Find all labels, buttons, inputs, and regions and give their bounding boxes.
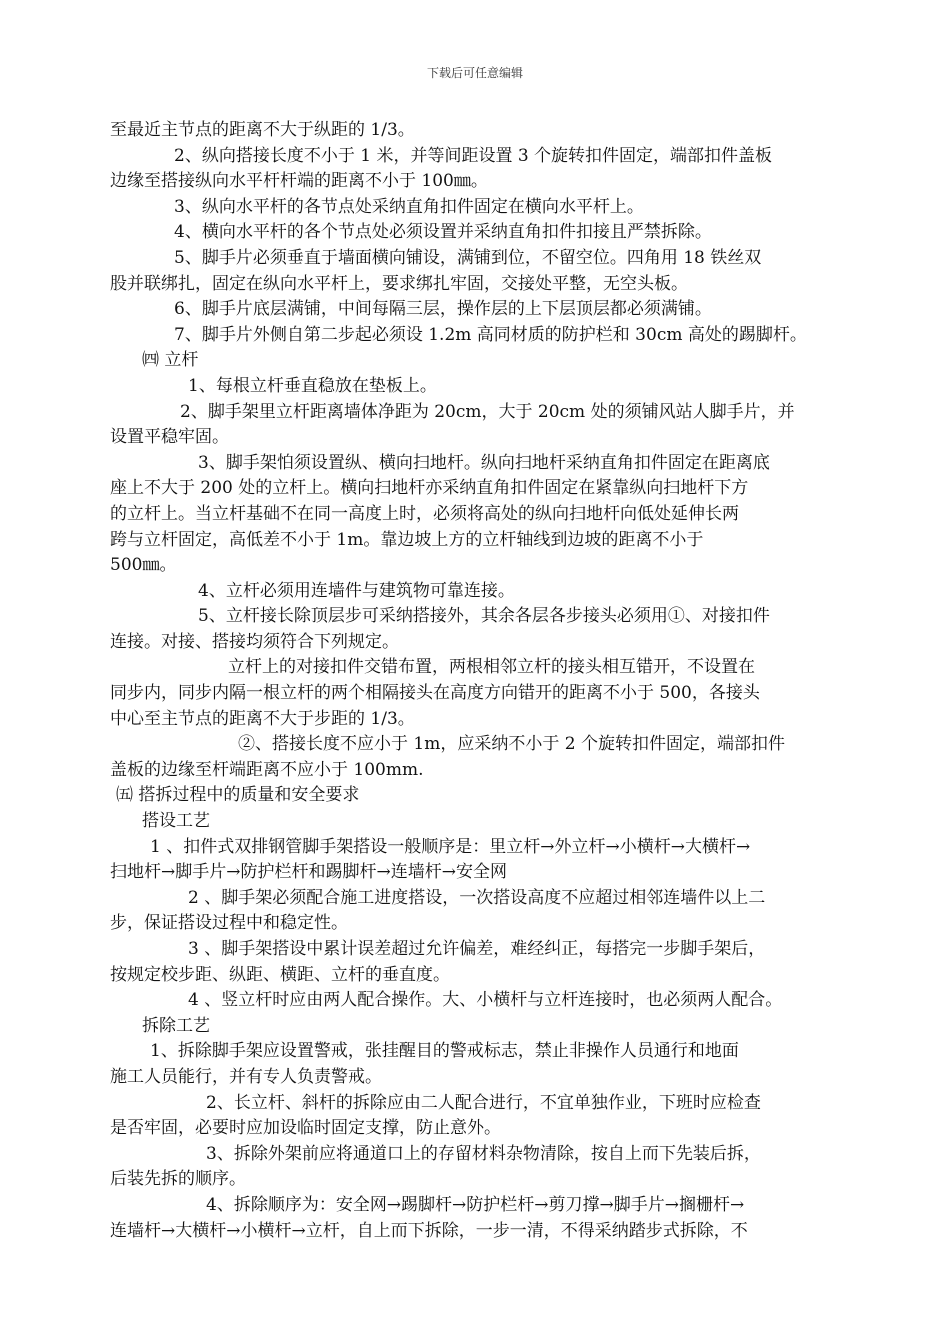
text-line: 边缘至搭接纵向水平杆杆端的距离不小于 100㎜。	[110, 171, 488, 192]
text-line: 设置平稳牢固。	[110, 427, 229, 448]
text-line: 是否牢固，必要时应加设临时固定支撑，防止意外。	[110, 1118, 501, 1139]
text-line: 1、每根立杆垂直稳放在垫板上。	[188, 375, 437, 396]
text-line: 立杆上的对接扣件交错布置，两根相邻立杆的接头相互错开，不设置在	[228, 657, 755, 678]
text-line: 4、横向水平杆的各个节点处必须设置并采纳直角扣件扣接且严禁拆除。	[174, 222, 712, 243]
text-line: 扫地杆→脚手片→防护栏杆和踢脚杆→连墙杆→安全网	[110, 862, 507, 883]
text-line: 的立杆上。当立杆基础不在同一高度上时，必须将高处的纵向扫地杆向低处延伸长两	[110, 503, 739, 524]
text-line: 3、纵向水平杆的各节点处采纳直角扣件固定在横向水平杆上。	[174, 196, 644, 217]
text-line: 座上不大于 200 处的立杆上。横向扫地杆亦采纳直角扣件固定在紧靠纵向扫地杆下方	[110, 478, 749, 499]
text-line: 5、脚手片必须垂直于墙面横向铺设，满铺到位，不留空位。四角用 18 铁丝双	[174, 247, 762, 268]
subsection-heading: 搭设工艺	[142, 811, 210, 832]
text-line: 至最近主节点的距离不大于纵距的 1/3。	[110, 120, 415, 140]
text-line: 2、纵向搭接长度不小于 1 米，并等间距设置 3 个旋转扣件固定，端部扣件盖板	[174, 145, 773, 166]
text-line: 4 、竖立杆时应由两人配合操作。大、小横杆与立杆连接时，也必须两人配合。	[188, 990, 783, 1011]
text-line: 5、立杆接长除顶层步可采纳搭接外，其余各层各步接头必须用①、对接扣件	[198, 606, 770, 627]
text-line: 1、拆除脚手架应设置警戒，张挂醒目的警戒标志，禁止非操作人员通行和地面	[150, 1041, 739, 1062]
text-line: 跨与立杆固定，高低差不小于 1m。靠边坡上方的立杆轴线到边坡的距离不小于	[110, 529, 704, 550]
text-line: 2 、脚手架必须配合施工进度搭设，一次搭设高度不应超过相邻连墙件以上二	[188, 887, 766, 908]
text-line: 同步内，同步内隔一根立杆的两个相隔接头在高度方向错开的距离不小于 500，各接头	[110, 683, 760, 704]
section-heading: ㈤ 搭拆过程中的质量和安全要求	[116, 785, 360, 806]
text-line: 6、脚手片底层满铺，中间每隔三层，操作层的上下层顶层都必须满铺。	[174, 299, 712, 320]
text-line: 步，保证搭设过程中和稳定性。	[110, 913, 348, 934]
text-line: 1 、扣件式双排钢管脚手架搭设一般顺序是：里立杆→外立杆→小横杆→大横杆→	[150, 836, 751, 857]
text-line: 连墙杆→大横杆→小横杆→立杆，自上而下拆除，一步一清，不得采纳踏步式拆除，不	[110, 1220, 748, 1241]
text-line: 股并联绑扎，固定在纵向水平杆上，要求绑扎牢固，交接处平整，无空头板。	[110, 273, 688, 294]
text-line: 按规定校步距、纵距、横距、立杆的垂直度。	[110, 964, 450, 985]
text-line: ②、搭接长度不应小于 1m，应采纳不小于 2 个旋转扣件固定，端部扣件	[238, 734, 785, 755]
text-line: 后装先拆的顺序。	[110, 1169, 246, 1190]
text-line: 4、拆除顺序为：安全网→踢脚杆→防护栏杆→剪刀撑→脚手片→搁栅杆→	[206, 1194, 745, 1215]
text-line: 500㎜。	[110, 555, 177, 576]
text-line: 3、拆除外架前应将通道口上的存留材料杂物清除，按自上而下先装后拆，	[206, 1143, 761, 1164]
text-line: 中心至主节点的距离不大于步距的 1/3。	[110, 708, 415, 729]
text-line: 3 、脚手架搭设中累计误差超过允许偏差，难经纠正，每搭完一步脚手架后，	[188, 939, 766, 959]
text-line: 7、脚手片外侧自第二步起必须设 1.2m 高同材质的防护栏和 30cm 高处的踢脚杆。	[174, 324, 807, 345]
subsection-heading: 拆除工艺	[142, 1015, 210, 1036]
section-heading: ㈣ 立杆	[142, 350, 199, 371]
text-line: 4、立杆必须用连墙件与建筑物可靠连接。	[198, 580, 515, 601]
text-line: 2、长立杆、斜杆的拆除应由二人配合进行，不宜单独作业，下班时应检查	[206, 1092, 761, 1113]
text-line: 施工人员能行，并有专人负责警戒。	[110, 1066, 382, 1087]
text-line: 2、脚手架里立杆距离墙体净距为 20cm，大于 20cm 处的须铺风站人脚手片，并	[180, 401, 795, 422]
document-body	[110, 118, 855, 1244]
text-line: 连接。对接、搭接均须符合下列规定。	[110, 631, 399, 652]
text-line: 3、脚手架怕须设置纵、横向扫地杆。纵向扫地杆采纳直角扣件固定在距离底	[198, 452, 770, 473]
text-line: 盖板的边缘至杆端距离不应小于 100mm.	[110, 759, 424, 780]
page-header-note: 下载后可任意编辑	[426, 66, 523, 80]
